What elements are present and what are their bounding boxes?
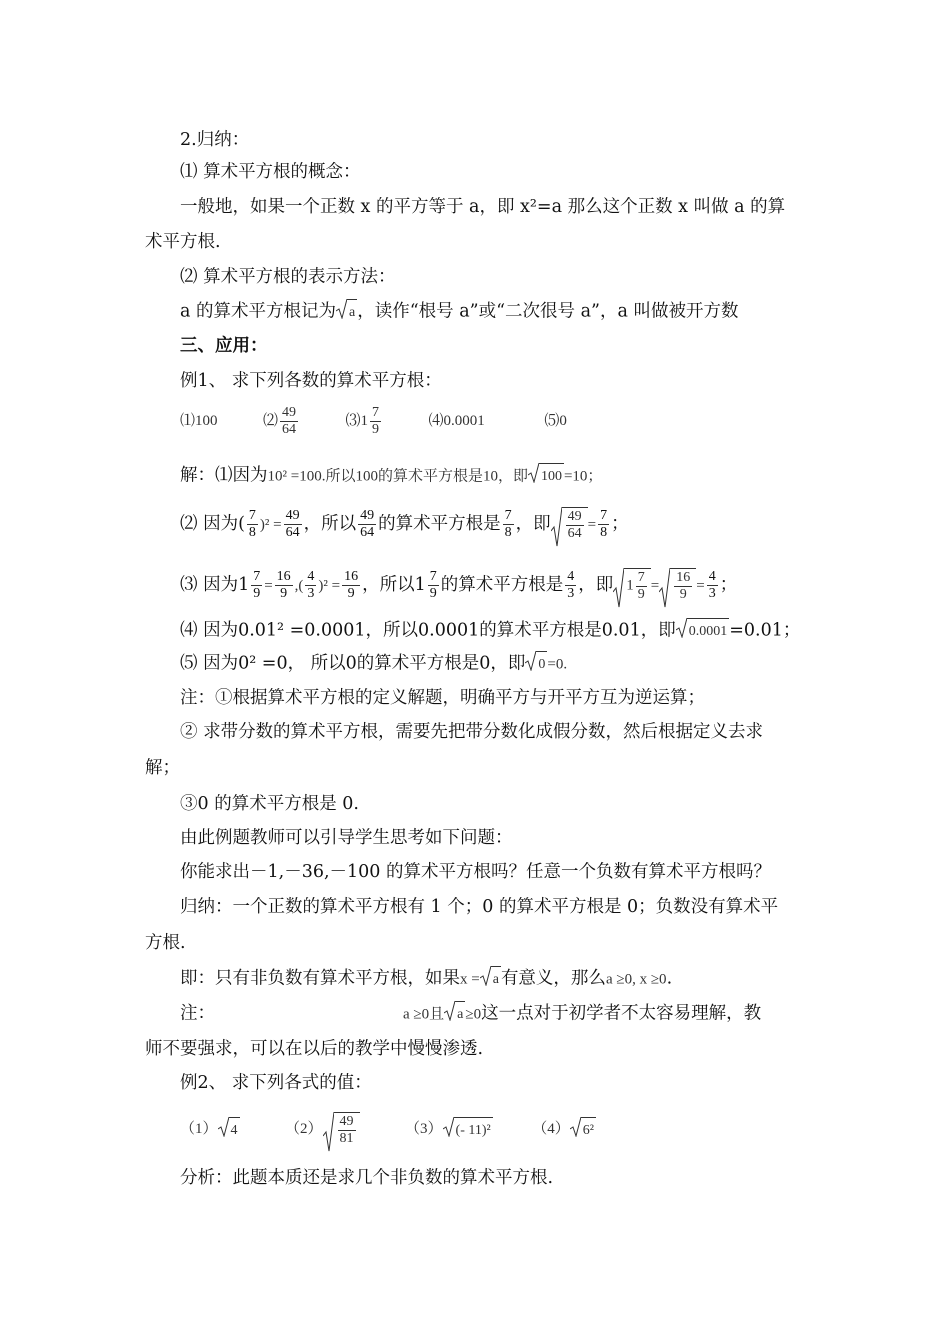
teacher-note: 注： a ≥0且 a ≥0这一点对于初学者不太容易理解，教 xyxy=(180,1001,761,1027)
concept-line-1: 一般地，如果一个正数 x 的平方等于 a，即 x²=a 那么这个正数 x 叫做 a 的算 xyxy=(180,197,786,217)
note-2-cont: 解； xyxy=(145,758,180,778)
concept-line-2: 术平方根. xyxy=(145,232,221,252)
example-1-items: ⑴100 ⑵ $\frac{49}{64}$ ⑶1 $\frac{7}{9}$ ⑷0.0001 ⑸0 xyxy=(180,405,567,437)
solution-2: ⑵ 因为( $\frac{7}{8}$ )² = $\frac{49}{64}$ ，所以 $\frac{49}{64}$ 的算术平方根是 $\frac{7}{8}$ ，即 $\frac{49}{64}$ = $\frac{7}{8}$ ； xyxy=(180,507,629,542)
conclusion-line: 即：只有非负数有算术平方根，如果x = a 有意义，那么a ≥0, x ≥0. xyxy=(180,966,672,992)
analysis: 分析：此题本质还是求几个非负数的算术平方根. xyxy=(180,1168,554,1188)
summary-line-2: 方根. xyxy=(145,933,186,953)
notation-text-post: ，读作“根号 a”或“二次很号 a”，a 叫做被开方数 xyxy=(357,301,739,322)
question: 你能求出－1,－36,－100 的算术平方根吗？任意一个负数有算术平方根吗？ xyxy=(180,862,771,882)
notation-line xyxy=(180,299,739,325)
note-1: 注：①根据算术平方根的定义解题，明确平方与开平方互为逆运算； xyxy=(180,688,705,708)
sqrt-fraction: $\frac{49}{64}$ xyxy=(551,507,588,542)
solution-3: ⑶ 因为1 $\frac{7}{9}$ = $\frac{16}{9}$ ,( $\frac{4}{3}$ )² = $\frac{16}{9}$ ，所以1 $\frac{7}{9}$ 的算术平方根是 $\frac{4}{3}$ ，即 1 $\frac{7}{9}$ = $\frac{16}{9}$ = $\frac{4}{3}$ ； xyxy=(180,568,737,603)
sqrt-a: a xyxy=(336,299,357,325)
solution-5: ⑸ 因为0² =0， 所以0的算术平方根是0，即 0 =0. xyxy=(180,651,567,677)
example-1-title: 例1、 求下列各数的算术平方根： xyxy=(180,371,442,391)
note-2: ② 求带分数的算术平方根，需要先把带分数化成假分数，然后根据定义去求 xyxy=(180,722,764,742)
summary-line-1: 归纳：一个正数的算术平方根有 1 个；0 的算术平方根是 0；负数没有算术平 xyxy=(180,897,779,917)
section-heading-apply: 三、应用： xyxy=(180,336,268,356)
section-heading: 2.归纳： xyxy=(180,130,250,150)
notation-title: ⑵ 算术平方根的表示方法： xyxy=(180,267,396,287)
note-3: ③0 的算术平方根是 0. xyxy=(180,794,359,814)
concept-title: ⑴ 算术平方根的概念： xyxy=(180,162,361,182)
notation-text-pre: a 的算术平方根记为 xyxy=(180,301,336,322)
example-2-items: （1） 4 （2） $\frac{49}{81}$ （3） (- 11)² （4） 6² xyxy=(180,1112,596,1147)
example-2-title: 例2、 求下列各式的值： xyxy=(180,1073,372,1093)
solution-4: ⑷ 因为0.01² =0.0001，所以0.0001的算术平方根是0.01，即 0.0001 =0.01； xyxy=(180,618,800,644)
question-intro: 由此例题教师可以引导学生思考如下问题： xyxy=(180,828,513,848)
solution-1: 解：⑴因为10² =100.所以100的算术平方根是10，即 100 =10； xyxy=(180,463,602,489)
sqrt-100: 100 xyxy=(528,463,564,489)
teacher-note-cont: 师不要强求，可以在以后的教学中慢慢渗透. xyxy=(145,1039,484,1059)
